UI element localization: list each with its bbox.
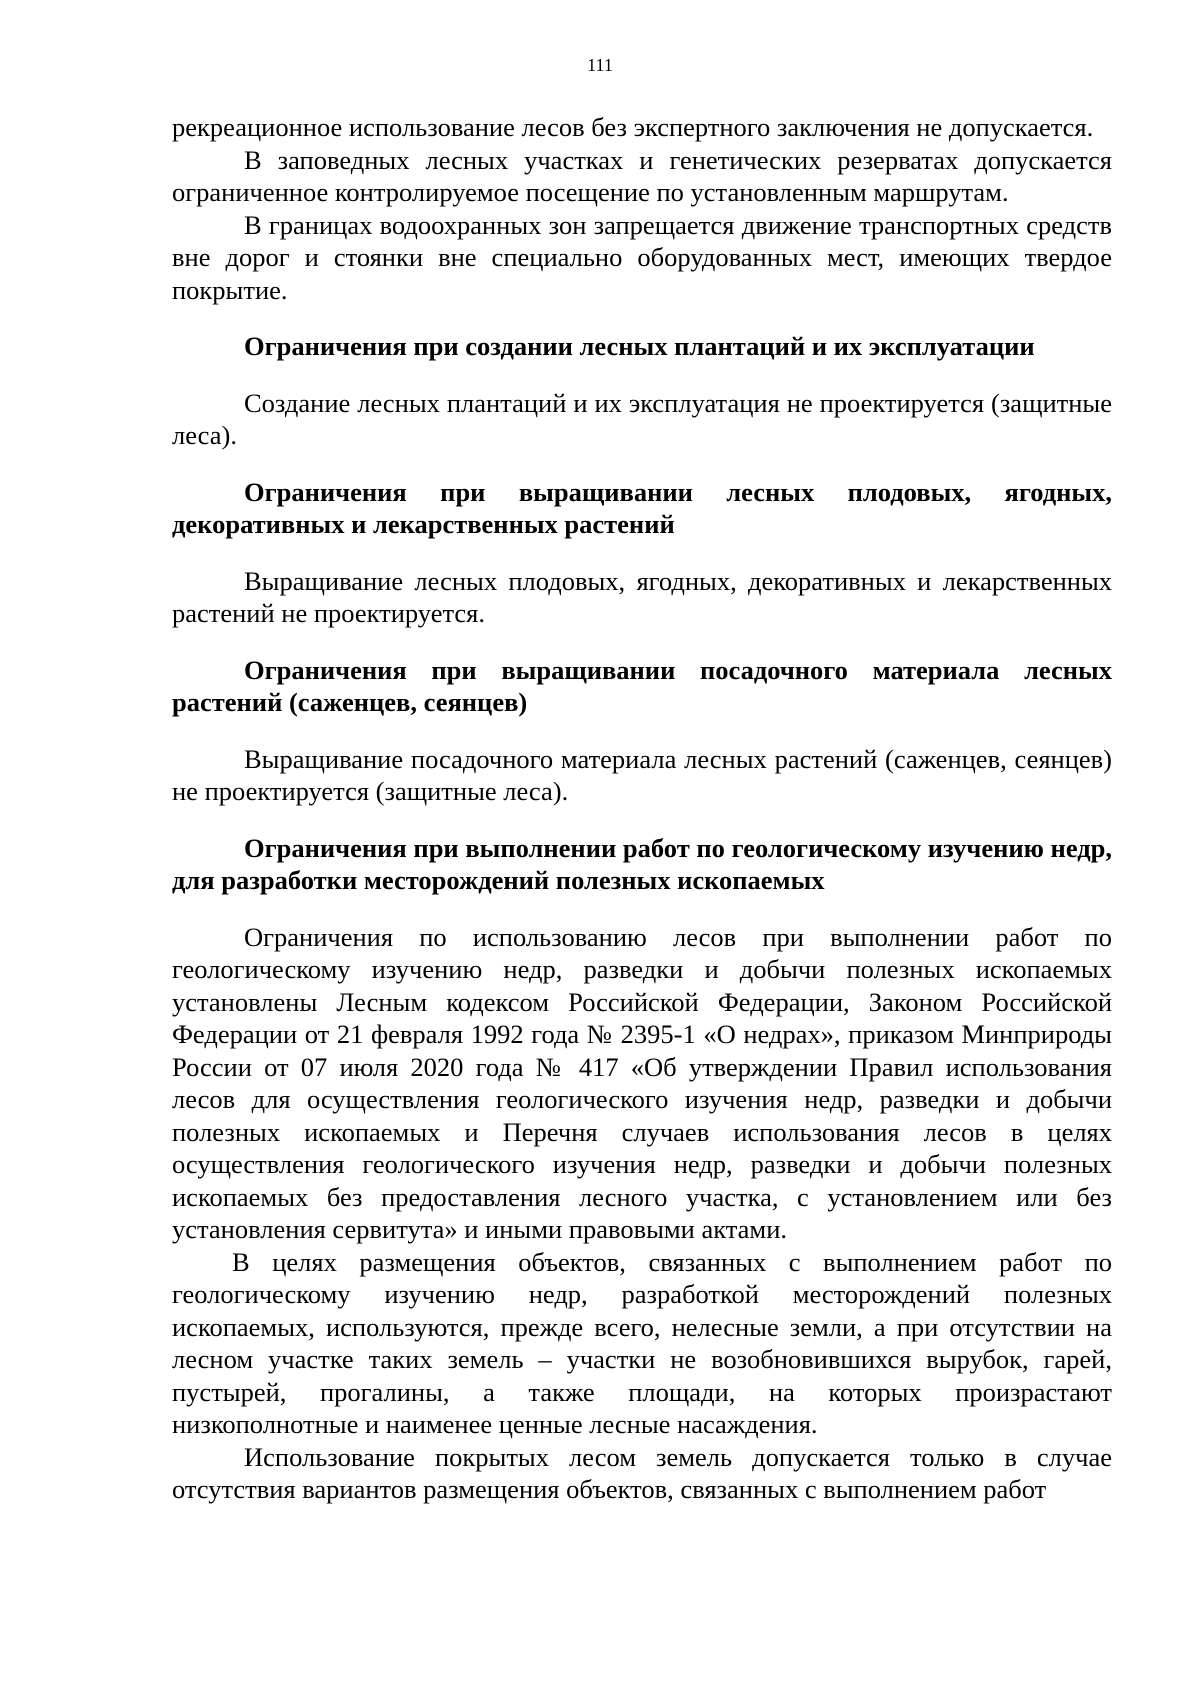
page-number: 111 <box>587 55 613 75</box>
section-heading-plantations: Ограничения при создании лесных плантаций и их эксплуатации <box>244 331 1035 361</box>
paragraph-planting-material: Выращивание посадочного материала лесных растений (саженцев, сеянцев) не проектируется (защитные леса). <box>172 743 1112 806</box>
paragraph-geological-regulations: Ограничения по использованию лесов при выполнении работ по геологическому изучению недр, разведки и добычи полезных ископаемых установлены Лесным кодексом Российской Федерации, Законом Российской Федерации от 21 февраля 1992 года № 2395-1 «О недрах», приказом Минприроды России от 07 июля 2020 года № 417 «Об утверждении Правил использования лесов для осуществления геологического изучения недр, разведки и добычи полезных ископаемых и Перечня случаев использования лесов в целях осуществления геологического изучения недр, разведки и добычи полезных ископаемых без предоставления лесного участка, с установлением или без установления сервитута» и иными правовыми актами. <box>172 921 1112 1244</box>
paragraph-geological-placement: В целях размещения объектов, связанных с выполнением работ по геологическому изучению недр, разработкой месторождений полезных ископаемых, используются, прежде всего, нелесные земли, а при отсутствии на лесном участке таких земель – участки не возобновившихся вырубок, гарей, пустырей, прогалины, а также площади, на которых произрастают низкополнотные и наименее ценные лесные насаждения. <box>172 1246 1112 1439</box>
paragraph-reserves: В заповедных лесных участках и генетических резерватах допускается ограниченное контролируемое посещение по установленным маршрутам. <box>172 144 1112 207</box>
paragraph-plantations: Создание лесных плантаций и их эксплуатация не проектируется (защитные леса). <box>172 387 1112 450</box>
section-heading-geological-works: Ограничения при выполнении работ по геологическому изучению недр, для разработки месторождений полезных ископаемых <box>172 832 1112 895</box>
paragraph-recreational-use: рекреационное использование лесов без экспертного заключения не допускается. <box>172 112 1094 142</box>
paragraph-fruit-plants: Выращивание лесных плодовых, ягодных, декоративных и лекарственных растений не проектируется. <box>172 565 1112 628</box>
paragraph-forest-land-use: Использование покрытых лесом земель допускается только в случае отсутствия вариантов размещения объектов, связанных с выполнением работ <box>172 1441 1112 1504</box>
document-body <box>172 111 1112 1506</box>
section-heading-fruit-plants: Ограничения при выращивании лесных плодовых, ягодных, декоративных и лекарственных растений <box>172 476 1112 539</box>
paragraph-water-protection: В границах водоохранных зон запрещается движение транспортных средств вне дорог и стоянки вне специально оборудованных мест, имеющих твердое покрытие. <box>172 209 1112 305</box>
section-heading-planting-material: Ограничения при выращивании посадочного материала лесных растений (саженцев, сеянцев) <box>172 654 1112 717</box>
